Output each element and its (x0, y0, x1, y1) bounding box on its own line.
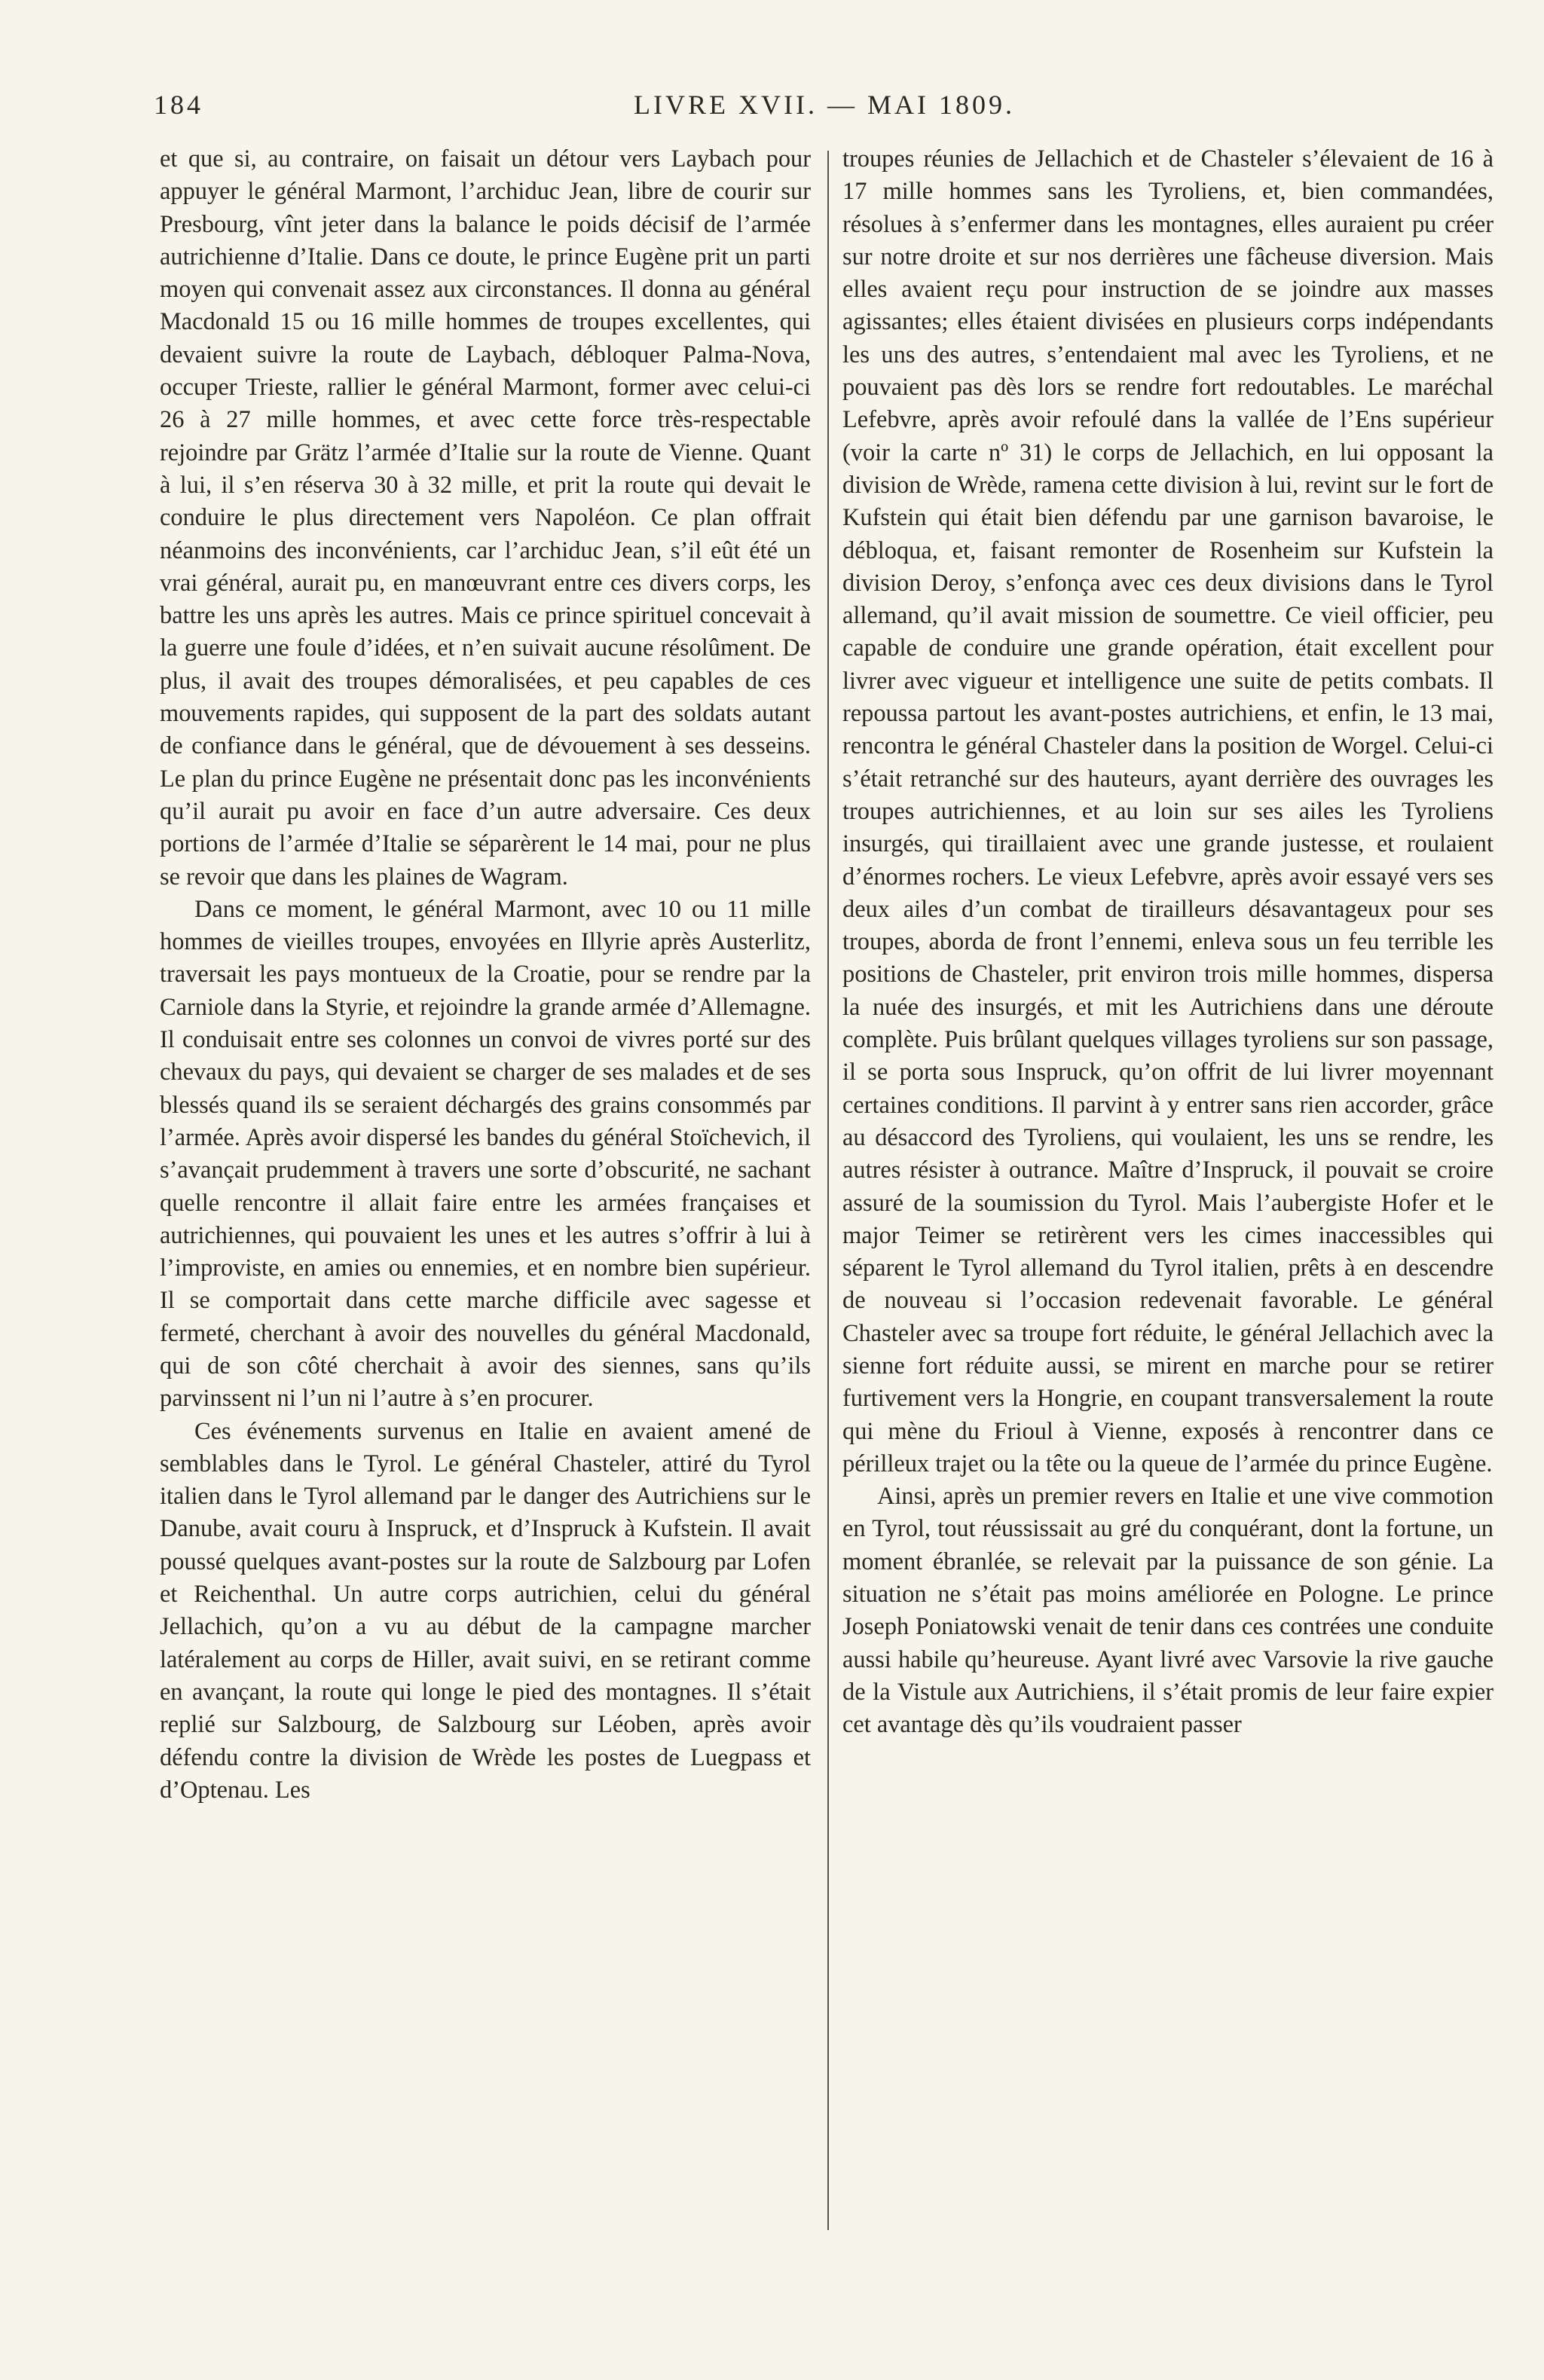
right-text-column (842, 143, 1494, 2238)
paragraph: Ces événements survenus en Italie en avaient amené de semblables dans le Tyrol. Le général Chasteler, attiré du Tyrol italien dans le Tyrol allemand par le danger des Autrichiens sur le Danube, avait couru à Inspruck, et d’Inspruck à Kufstein. Il avait poussé quelques avant-postes sur la route de Salzbourg par Lofen et Reichenthal. Un autre corps autrichien, celui du général Jellachich, qu’on a vu au début de la campagne marcher latéralement au corps de Hiller, avait suivi, en se retirant comme en avançant, la route qui longe le pied des montagnes. Il s’était replié sur Salzbourg, de Salzbourg sur Léoben, après avoir défendu contre la division de Wrède les postes de Luegpass et d’Optenau. Les (160, 1417, 811, 1804)
paragraph: Dans ce moment, le général Marmont, avec 10 ou 11 mille hommes de vieilles troupes, envoyées en Illyrie après Austerlitz, traversait les pays montueux de la Croatie, pour se rendre par la Carniole dans la Styrie, et rejoindre la grande armée d’Allemagne. Il conduisait entre ses colonnes un convoi de vivres porté sur des chevaux du pays, qui devaient se charger de ses malades et de ses blessés quand ils se seraient déchargés des grains consommés par l’armée. Après avoir dispersé les bandes du général Stoïchevich, il s’avançait prudemment à travers une sorte d’obscurité, ne sachant quelle rencontre il allait faire entre les armées françaises et autrichiennes, qui pouvaient les unes et les autres s’offrir à lui à l’improviste, en amies ou ennemies, et en nombre bien supérieur. Il se comportait dans cette marche difficile avec sagesse et fermeté, cherchant à avoir des nouvelles du général Macdonald, qui de son côté cherchait à avoir des siennes, sans qu’ils parvinssent ni l’un ni l’autre à s’en procurer. (160, 895, 811, 1413)
paragraph: troupes réunies de Jellachich et de Chasteler s’élevaient de 16 à 17 mille hommes sans les Tyroliens, et, bien commandées, résolues à s’enfermer dans les montagnes, elles auraient pu créer sur notre droite et sur nos derrières une fâcheuse diversion. Mais elles avaient reçu pour instruction de se joindre aux masses agissantes; elles étaient divisées en plusieurs corps indépendants les uns des autres, s’entendaient mal avec les Tyroliens, et ne pouvaient pas dès lors se rendre fort redoutables. Le maréchal Lefebvre, après avoir refoulé dans la vallée de l’Ens supérieur (voir la carte nº 31) le corps de Jellachich, en lui opposant la division de Wrède, ramena cette division à lui, revint sur le fort de Kufstein qui était bien défendu par une garnison bavaroise, le débloqua, et, faisant remonter de Rosenheim sur Kufstein la division Deroy, s’enfonça avec ces deux divisions dans le Tyrol allemand, qu’il avait mission de soumettre. Ce vieil officier, peu capable de conduire une grande opération, était excellent pour livrer avec vigueur et intelligence une suite de petits combats. Il repoussa partout les avant-postes autrichiens, et enfin, le 13 mai, rencontra le général Chasteler dans la position de Worgel. Celui-ci s’était retranché sur des hauteurs, ayant derrière des ouvrages les troupes autrichiennes, et au loin sur ses ailes les Tyroliens insurgés, qui tiraillaient avec une grande justesse, et roulaient d’énormes rochers. Le vieux Lefebvre, après avoir essayé vers ses deux ailes d’un combat de tirailleurs désavantageux pour ses troupes, aborda de front l’ennemi, enleva sous un feu terrible les positions de Chasteler, prit environ trois mille hommes, dispersa la nuée des insurgés, et mit les Autrichiens dans une déroute complète. Puis brûlant quelques villages tyroliens sur son passage, il se porta sous Inspruck, qu’on offrit de lui livrer moyennant certaines conditions. Il parvint à y entrer sans rien accorder, grâce au désaccord des Tyroliens, qui voulaient, les uns se rendre, les autres résister à outrance. Maître d’Inspruck, il pouvait se croire assuré de la soumission du Tyrol. Mais l’aubergiste Hofer et le major Teimer se retirèrent vers les cimes inaccessibles qui séparent le Tyrol allemand du Tyrol italien, prêts à en descendre de nouveau si l’occasion redevenait favorable. Le général Chasteler avec sa troupe fort réduite, le général Jellachich avec la sienne fort réduite aussi, se mirent en marche pour se retirer furtivement vers la Hongrie, en coupant transversalement la route qui mène du Frioul à Vienne, exposés à rencontrer dans ce périlleux trajet ou la tête ou la queue de l’armée du prince Eugène. (842, 145, 1494, 1477)
page-number: 184 (154, 90, 203, 120)
left-text-column (160, 143, 811, 2238)
running-title: LIVRE XVII. — MAI 1809. (634, 90, 1015, 120)
paragraph: Ainsi, après un premier revers en Italie et une vive commotion en Tyrol, tout réussissait au gré du conquérant, dont la fortune, un moment ébranlée, se relevait par la puissance de son génie. La situation ne s’était pas moins améliorée en Pologne. Le prince Joseph Poniatowski venait de tenir dans ces contrées une conduite aussi habile qu’heureuse. Ayant livré avec Varsovie la rive gauche de la Vistule aux Autrichiens, il s’était promis de leur faire expier cet avantage dès qu’ils voudraient passer (842, 1483, 1494, 1739)
paragraph: et que si, au contraire, on faisait un détour vers Laybach pour appuyer le général Marmont, l’archiduc Jean, libre de courir sur Presbourg, vînt jeter dans la balance le poids décisif de l’armée autrichienne d’Italie. Dans ce doute, le prince Eugène prit un parti moyen qui convenait assez aux circonstances. Il donna au général Macdonald 15 ou 16 mille hommes de troupes excellentes, qui devaient suivre la route de Laybach, débloquer Palma-Nova, occuper Trieste, rallier le général Marmont, former avec celui-ci 26 à 27 mille hommes, et avec cette force très-respectable rejoindre par Grätz l’armée d’Italie sur la route de Vienne. Quant à lui, il s’en réserva 30 à 32 mille, et prit la route qui devait le conduire le plus directement vers Napoléon. Ce plan offrait néanmoins des inconvénients, car l’archiduc Jean, s’il eût été un vrai général, aurait pu, en manœuvrant entre ces divers corps, les battre les uns après les autres. Mais ce prince spirituel concevait à la guerre une foule d’idées, et n’en suivait aucune résolûment. De plus, il avait des troupes démoralisées, et peu capables de ces mouvements rapides, qui supposent de la part des soldats autant de confiance dans le général, que de dévouement à ses desseins. Le plan du prince Eugène ne présentait donc pas les inconvénients qu’il aurait pu avoir en face d’un autre adversaire. Ces deux portions de l’armée d’Italie se séparèrent le 14 mai, pour ne plus se revoir que dans les plaines de Wagram. (160, 145, 811, 891)
column-divider (827, 151, 829, 2230)
running-header (154, 89, 1495, 127)
